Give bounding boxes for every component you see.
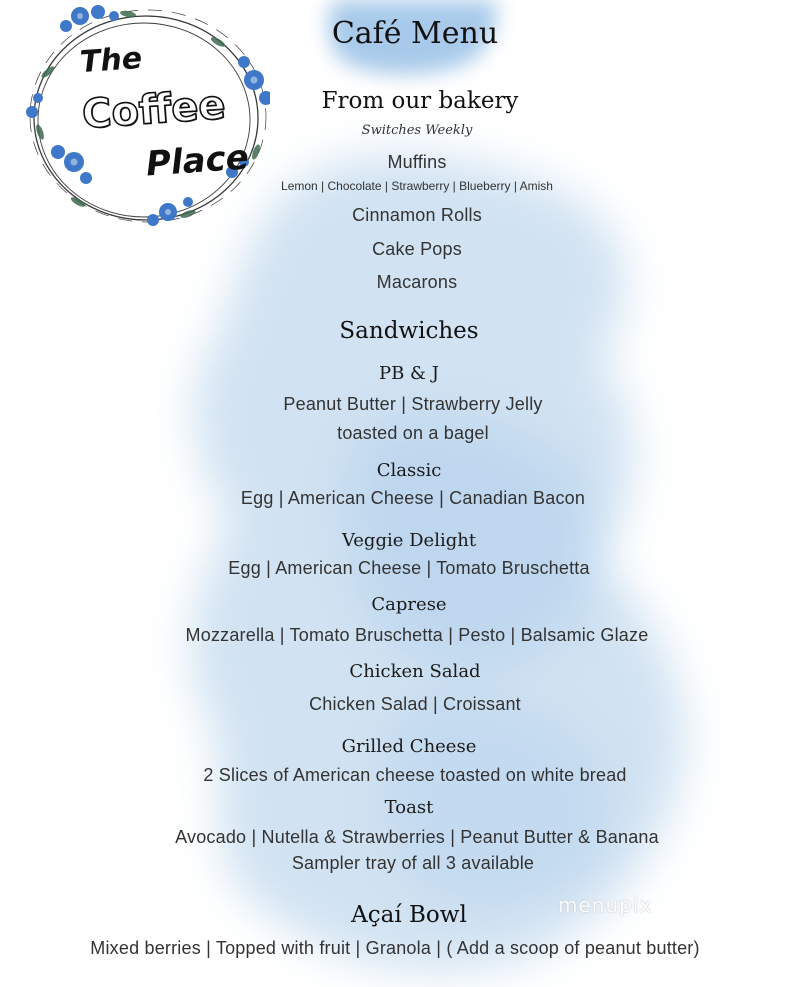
logo-word-the: The: [78, 40, 144, 81]
bakery-note: Switches Weekly: [361, 123, 473, 138]
sandwich-toast-line2: Sampler tray of all 3 available: [291, 853, 535, 873]
acai-heading: Açaí Bowl: [351, 902, 467, 928]
sandwich-toast-name: Toast: [384, 797, 434, 818]
sandwich-toast-line1: Avocado | Nutella & Strawberries | Peanut Butter & Banana: [175, 827, 659, 847]
logo-word-place: Place: [144, 137, 251, 185]
sandwich-pbj-name: PB & J: [378, 363, 440, 384]
sandwich-grilled-name: Grilled Cheese: [341, 736, 477, 757]
sandwich-chicken-line1: Chicken Salad | Croissant: [309, 694, 521, 714]
bakery-item-muffins: Muffins: [387, 152, 447, 172]
menu-title: Café Menu: [331, 16, 499, 51]
bakery-item-cinnamon-rolls: Cinnamon Rolls: [352, 205, 482, 225]
sandwich-veggie-name: Veggie Delight: [341, 530, 477, 551]
sandwich-chicken-name: Chicken Salad: [349, 661, 481, 682]
sandwich-pbj-line2: toasted on a bagel: [337, 423, 489, 443]
sandwiches-heading: Sandwiches: [339, 318, 479, 344]
sandwich-caprese-name: Caprese: [371, 594, 447, 615]
bakery-item-macarons: Macarons: [376, 272, 458, 292]
sandwich-caprese-line1: Mozzarella | Tomato Bruschetta | Pesto | Balsamic Glaze: [185, 625, 649, 645]
sandwich-classic-name: Classic: [376, 460, 442, 481]
acai-line1: Mixed berries | Topped with fruit | Granola | ( Add a scoop of peanut butter): [90, 938, 700, 958]
logo-word-coffee: Coffee: [80, 82, 227, 138]
bakery-item-cake-pops: Cake Pops: [372, 239, 462, 259]
sandwich-grilled-line1: 2 Slices of American cheese toasted on white bread: [203, 765, 627, 785]
sandwich-pbj-line1: Peanut Butter | Strawberry Jelly: [283, 394, 543, 414]
watermark: menupix: [558, 893, 653, 917]
muffin-flavors: Lemon | Chocolate | Strawberry | Blueberry | Amish: [281, 179, 553, 193]
bakery-heading: From our bakery: [321, 88, 519, 114]
sandwich-classic-line1: Egg | American Cheese | Canadian Bacon: [240, 488, 586, 508]
sandwich-veggie-line1: Egg | American Cheese | Tomato Bruschetta: [228, 558, 590, 578]
